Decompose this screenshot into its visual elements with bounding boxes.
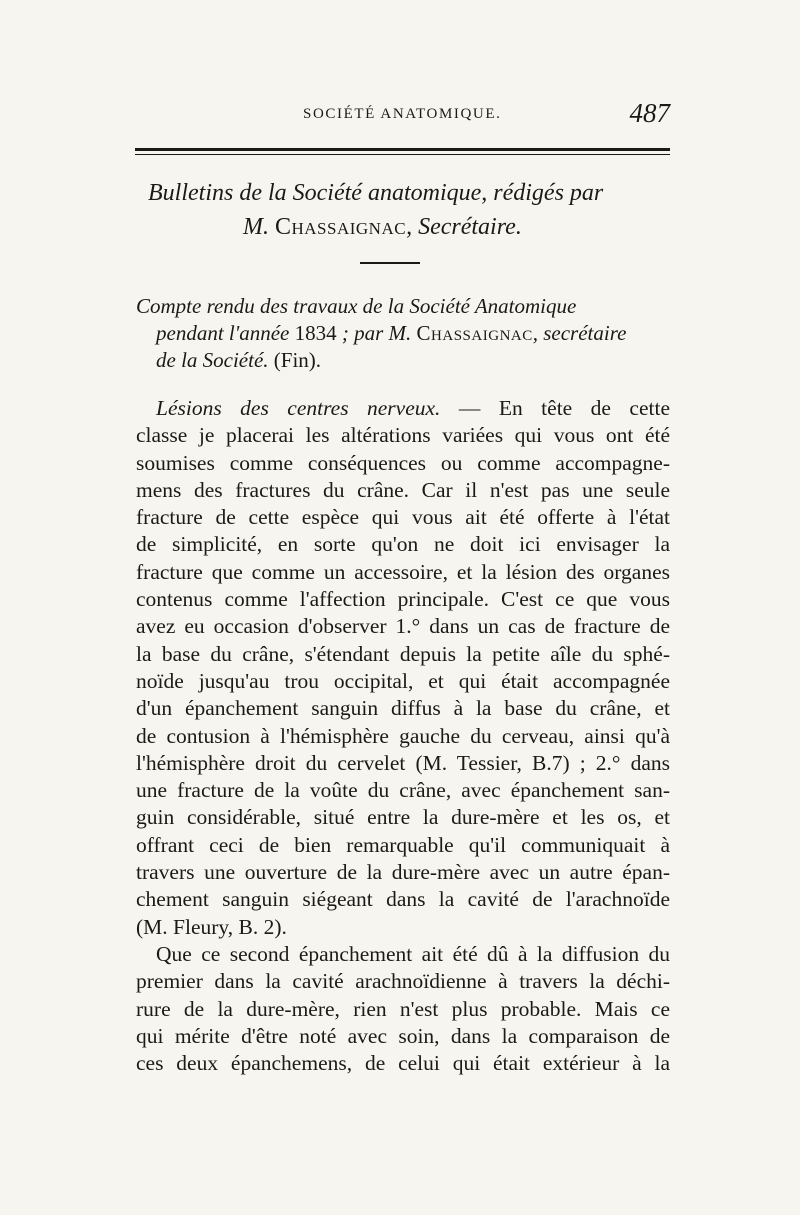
body-line-text: contenus comme l'affection principale. C'est ce que vous: [136, 587, 670, 612]
body-line-text: noïde jusqu'au trou occipital, et qui était accompagnée: [136, 668, 670, 693]
body-line: [136, 723, 670, 750]
body-line-text: travers une ouverture de la dure-mère avec un autre épan-: [136, 860, 670, 885]
body-line-text: une fracture de la voûte du crâne, avec épanchement san-: [136, 778, 670, 803]
body-line: [136, 1023, 670, 1050]
body-line-text: qui mérite d'être noté avec soin, dans la comparaison de: [136, 1023, 670, 1048]
bulletin-heading: [148, 176, 658, 244]
compte-line3: [136, 347, 676, 374]
body-line-text: offrant ceci de bien remarquable qu'il communiquait à: [136, 832, 670, 857]
compte-line2: [136, 320, 676, 347]
body-line: [136, 996, 670, 1023]
body-line-text: Que ce second épanchement ait été dû à la diffusion du: [156, 941, 670, 966]
compte-fin: (Fin).: [268, 348, 322, 372]
compte-line2-a: pendant l'année: [156, 321, 295, 345]
body-line: [136, 504, 670, 531]
body-line-text: (M. Fleury, B. 2).: [136, 914, 287, 939]
body-line-text: mens des fractures du crâne. Car il n'est pas une seule: [136, 477, 670, 502]
body-line: [136, 968, 670, 995]
body-line: [136, 450, 670, 477]
compte-secretary-name: Chassaignac: [416, 321, 533, 345]
body-line-text: de simplicité, en sorte qu'on ne doit ici envisager la: [136, 532, 670, 557]
body-text: [136, 395, 670, 1077]
secretary-name: Chassaignac: [275, 214, 407, 240]
compte-line3-a: de la Société.: [156, 348, 269, 372]
body-line: [136, 750, 670, 777]
body-line: [136, 613, 670, 640]
compte-rendu-heading: [136, 293, 676, 374]
body-line: [136, 422, 670, 449]
body-line-text: ces deux épanchemens, de celui qui était extérieur à la: [136, 1051, 670, 1076]
running-head-title: SOCIÉTÉ ANATOMIQUE.: [303, 106, 502, 122]
body-line-text: premier dans la cavité arachnoïdienne à travers la déchi-: [136, 969, 670, 994]
body-line-text: — En tête de cette: [440, 396, 670, 420]
body-line: [136, 859, 670, 886]
compte-line1: Compte rendu des travaux de la Société Anatomique: [136, 294, 577, 318]
page-number: 487: [629, 98, 670, 128]
body-line: [136, 1050, 670, 1077]
body-line: [136, 586, 670, 613]
body-line-text: avez eu occasion d'observer 1.° dans un cas de fracture de: [136, 614, 670, 639]
body-line-text: la base du crâne, s'étendant depuis la petite aîle du sphé-: [136, 641, 670, 666]
body-line-text: fracture de cette espèce qui vous ait été offerte à l'état: [136, 505, 670, 530]
bulletin-prefix: M.: [243, 214, 269, 240]
body-line-text: l'hémisphère droit du cervelet (M. Tessier, B.7) ; 2.° dans: [136, 750, 670, 775]
body-line: [136, 914, 670, 941]
body-line-text: de contusion à l'hémisphère gauche du cerveau, ainsi qu'à: [136, 723, 670, 748]
section-divider: [360, 262, 420, 264]
body-line-text: fracture que comme un accessoire, et la lésion des organes: [136, 559, 670, 584]
header-rule-thick: [135, 148, 670, 151]
bulletin-heading-line2: [148, 210, 658, 244]
body-line-text: classe je placerai les altérations variées qui vous ont été: [136, 423, 670, 448]
header-rule-thin: [135, 154, 670, 155]
body-line: [136, 668, 670, 695]
section-title-italic: Lésions des centres nerveux.: [156, 396, 441, 420]
running-head: [135, 98, 670, 132]
body-line-text: rure de la dure-mère, rien n'est plus probable. Mais ce: [136, 996, 670, 1021]
body-line: [136, 804, 670, 831]
body-line: [136, 941, 670, 968]
compte-line2-b: ; par M.: [336, 321, 417, 345]
body-line: [136, 886, 670, 913]
bulletin-suffix: , Secrétaire.: [406, 214, 522, 240]
body-line-text: chement sanguin siégeant dans la cavité de l'arachnoïde: [136, 887, 670, 912]
body-line: [136, 777, 670, 804]
body-line: [136, 559, 670, 586]
body-line: [136, 531, 670, 558]
body-line-text: d'un épanchement sanguin diffus à la base du crâne, et: [136, 696, 670, 721]
body-line: [136, 395, 670, 422]
compte-line2-c: , secrétaire: [532, 321, 627, 345]
compte-year: 1834: [294, 321, 337, 345]
bulletin-heading-line1: Bulletins de la Société anatomique, rédigés par: [148, 180, 604, 206]
body-line: [136, 477, 670, 504]
body-line: [136, 832, 670, 859]
body-line-text: soumises comme conséquences ou comme accompagne-: [136, 450, 670, 475]
body-line-text: guin considérable, situé entre la dure-mère et les os, et: [136, 805, 670, 830]
body-line: [136, 695, 670, 722]
body-line: [136, 641, 670, 668]
